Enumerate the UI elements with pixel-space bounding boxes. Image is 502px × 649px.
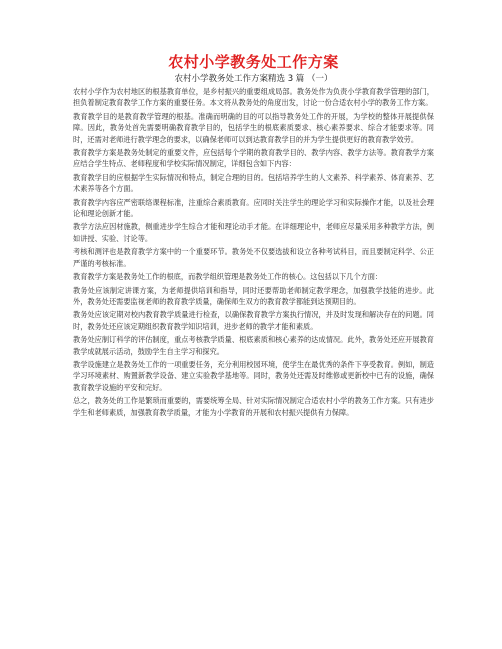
document-subtitle: 农村小学教务处工作方案精选 3 篇 （一） [174, 74, 333, 84]
paragraph: 考核和测评也是教育教学方案中的一个重要环节。教务处不仅要选拔和设立各种考试科目，而且要制定科学、公正严谨的考核标准。 [73, 247, 434, 268]
paragraph: 教务处应该定期对校内教育教学质量进行检查，以确保教育教学方案执行情况，并及时发现和解决存在的问题。同时，教务处还应该定期组织教育教学知识培训，进步老师的教学才能和素质。 [73, 310, 434, 331]
paragraph: 教学方法应因材施教，侧重进步学生综合才能和理论动手才能。在详细理论中，老师应尽量采用多种教学方法，例如讲授、实验、讨论等。 [73, 222, 434, 243]
paragraph: 农村小学作为农村地区的根基教育单位，是乡村振兴的重要组成局部。教务处作为负责小学教育教学管理的部门，担负着制定教育教学工作方案的重要任务。本文将从教务处的角度出发，讨论一份合适农村小学的教务工作方案。 [73, 87, 434, 108]
paragraph: 教育教学方案是教务处制定的重要文件，应包括每个学期的教育教学目的、教学内容、教学方法等。教育教学方案应结合学生特点、老师程度和学校实际情况制定，详细包含如下内容： [73, 148, 434, 169]
paragraph: 教育教学目的应根据学生实际情况和特点，制定合理的目的。包括培养学生的人文素养、科学素养、体育素养、艺术素养等各个方面。 [73, 172, 434, 194]
paragraph: 教育教学方案是教务处工作的根底，而教学组织管理是教务处工作的核心。这包括以下几个方面： [73, 272, 383, 282]
paragraph: 教育教学目的是教育教学管理的根基。准确而明确的目的可以指导教务处工作的开展，为学校的整体开展提供保障。因此，教务处首先需要明确教育教学目的，包括学生的根底素质要求、核心素养要求、综合才能要求等。同时，还需对老师进行教学理念的要求，以确保老师可以到达教育教学目的并为学生提供更好的教育教学效劳。 [73, 111, 434, 144]
document-title: 农村小学教务处工作方案 [168, 53, 339, 71]
paragraph: 总之，教务处的工作是繁琐而重要的，需要统筹全局、针对实际情况制定合适农村小学的教务工作方案。只有进步学生和老师素质，加强教育教学质量，才能为小学教育的开展和农村振兴提供有力保障。 [73, 396, 434, 417]
paragraph: 教务处应制订科学的评估制度，重点考核教学质量、根底素质和核心素养的达成情况。此外，教务处还应开展教育教学成就展示活动，鼓励学生自主学习和探究。 [73, 335, 434, 356]
paragraph: 教学设施建立是教务处工作的一项重要任务，充分利用校园环境，使学生在最优秀的条件下享受教育。例如，制造学习环境素材、购置新教学设备、建立实验教学基地等。同时，教务处还需及时维修或更新校中已有的设施，确保教育教学设施的平安和完好。 [73, 359, 434, 392]
paragraph: 教务处应该制定讲课方案，为老师提供培训和指导，同时还要帮助老师制定教学理念，加强教学技能的进步。此外，教务处还需要监视老师的教育教学质量，确保师生双方的教育教学都能到达预期目的。 [73, 285, 434, 306]
paragraph: 教育教学内容应严密联络课程标准，注重综合素质教育。应同时关注学生的理论学习和实际操作才能，以及社会理论和理论创新才能。 [73, 197, 434, 219]
